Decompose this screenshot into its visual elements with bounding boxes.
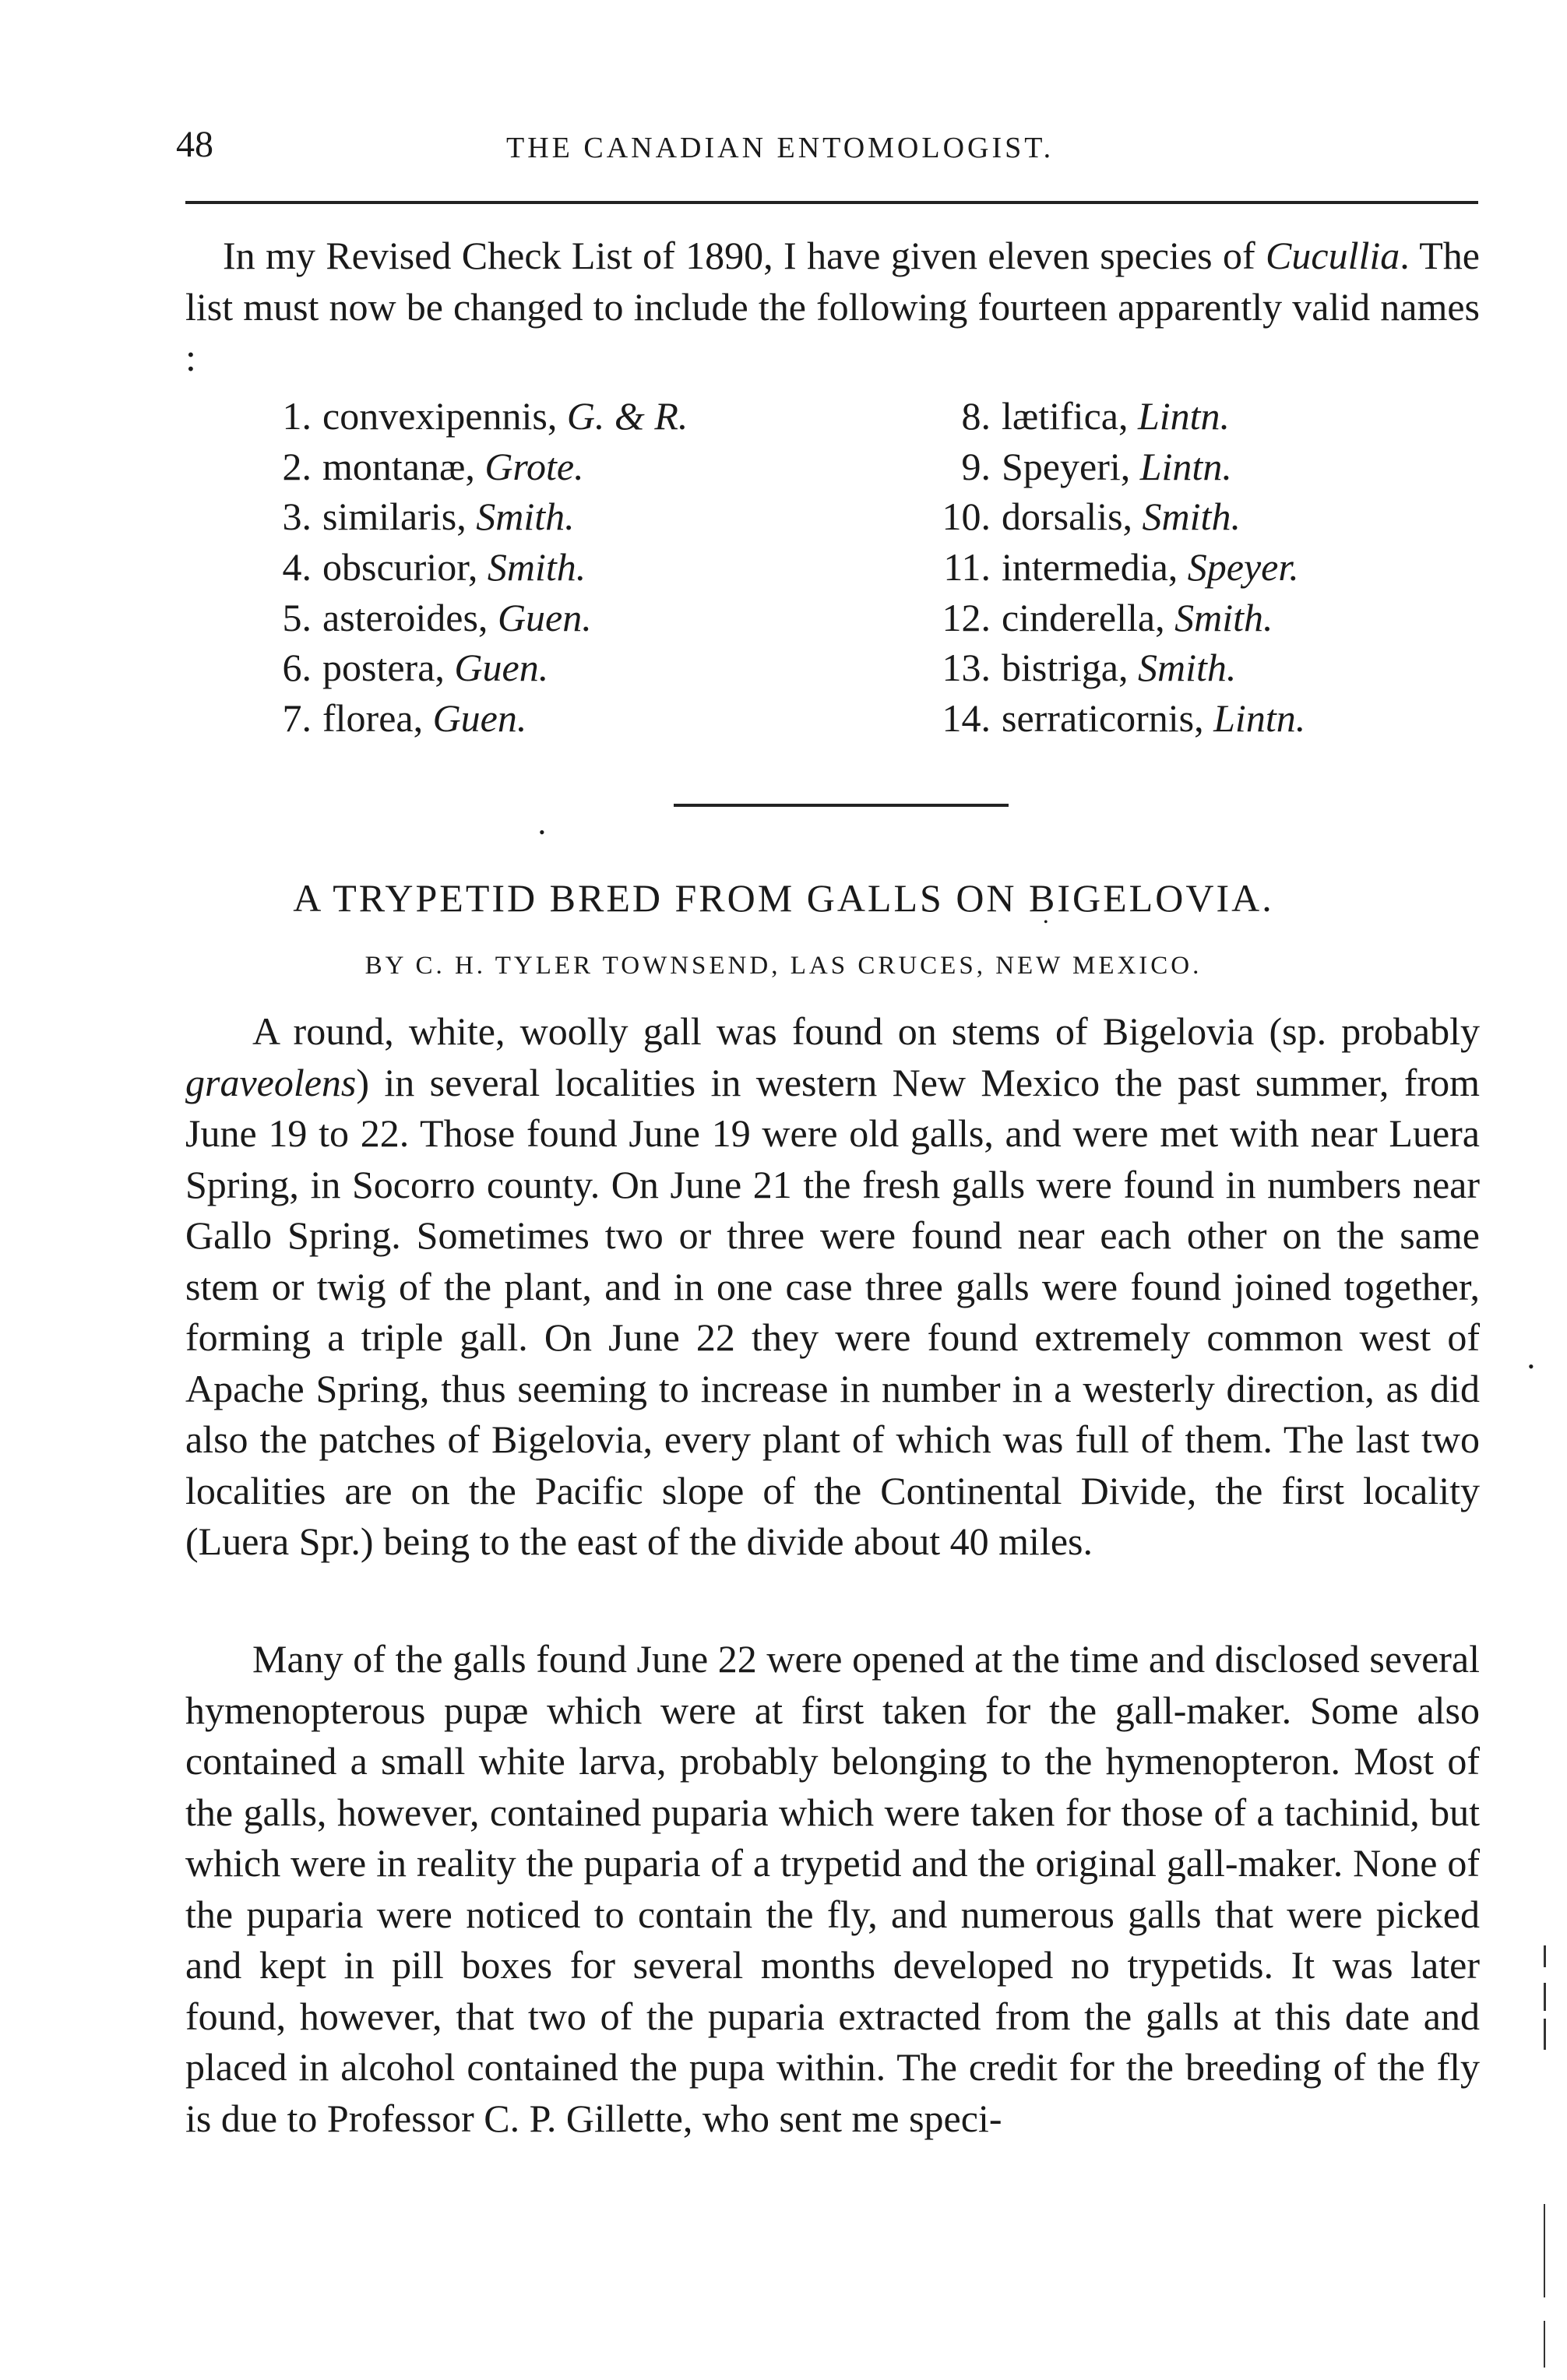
species-item [921, 442, 1305, 492]
running-title: THE CANADIAN ENTOMOLOGIST. [506, 132, 1055, 164]
margin-mark [1544, 2019, 1546, 2050]
species-number: 7. [282, 696, 312, 741]
species-name: convexipennis, [322, 394, 567, 438]
species-number: 2. [282, 444, 312, 488]
species-item [921, 391, 1305, 442]
species-name: cinderella, [1002, 595, 1175, 639]
species-number: 11. [943, 545, 991, 590]
species-column-right [921, 391, 1305, 744]
species-number: 8. [961, 394, 991, 438]
species-name: intermedia, [1002, 545, 1188, 590]
species-author: Lintn. [1213, 696, 1306, 741]
species-author: Smith. [487, 545, 586, 590]
species-item [241, 693, 688, 744]
species-item [921, 491, 1305, 542]
margin-mark [1544, 1983, 1546, 2011]
species-name: florea, [322, 696, 433, 741]
species-name: obscurior, [322, 545, 488, 590]
header-rule [185, 201, 1478, 204]
species-name: postera, [322, 646, 455, 690]
species-name: montanæ, [322, 444, 485, 488]
species-author: Guen. [497, 595, 592, 639]
intro-text-end: . The list must now be changed to include the following fourteen apparently valid names : [185, 234, 1480, 379]
species-name: dorsalis, [1002, 495, 1143, 539]
species-author: G. & R. [566, 394, 688, 438]
species-author: Smith. [476, 495, 575, 539]
species-number: 3. [282, 495, 312, 539]
margin-mark [1544, 1945, 1546, 1967]
species-number: 9. [961, 444, 991, 488]
species-item [241, 593, 688, 643]
page-number: 48 [176, 124, 213, 165]
species-name: Speyeri, [1002, 444, 1140, 488]
print-speck: • [539, 822, 545, 842]
species-number: 1. [282, 394, 312, 438]
species-author: Lintn. [1139, 444, 1232, 488]
paragraph-text: ) in several localities in western New Mexico the past summer, from June 19 to 22. Those found June 19 were old galls, and were met with near Luera Spring, in Socorro county. On June 21 the fresh galls were found in numbers near Gallo Spring. Sometimes two or three were found near each other on the same stem or twig of the plant, and in one case three galls were found joined together, forming a triple gall. On June 22 they were found extremely common west of Apache Spring, thus seeming to increase in number in a westerly direction, as did also the patches of Bigelovia, every plant of which was full of them. The last two localities are on the Pacific slope of the Continental Divide, the first locality (Luera Spr.) being to the east of the divide about 40 miles. [185, 1060, 1480, 1563]
species-name: serraticornis, [1002, 696, 1214, 741]
species-number: 4. [282, 545, 312, 590]
species-author: Smith. [1174, 595, 1273, 639]
species-item [921, 593, 1305, 643]
intro-text-start: In my Revised Check List of 1890, I have given eleven species of [223, 234, 1266, 277]
species-item [241, 391, 688, 442]
species-name: lætifica, [1002, 394, 1138, 438]
genus-name: Cucullia [1266, 234, 1400, 277]
species-item [921, 693, 1305, 744]
section-divider [674, 804, 1009, 807]
species-author: Speyer. [1187, 545, 1299, 590]
article-title: A TRYPETID BRED FROM GALLS ON BIGELOVIA. [293, 876, 1274, 920]
body-paragraph [185, 1634, 1480, 2144]
margin-mark [1544, 2321, 1545, 2368]
species-column-left [241, 391, 688, 744]
article-byline: BY C. H. TYLER TOWNSEND, LAS CRUCES, NEW MEXICO. [364, 952, 1203, 980]
paragraph-text: A round, white, woolly gall was found on stems of Bigelovia (sp. probably [252, 1009, 1480, 1053]
species-author: Smith. [1137, 646, 1237, 690]
species-number: 14. [942, 696, 991, 741]
body-paragraph [185, 1006, 1480, 1568]
species-item [241, 491, 688, 542]
species-author: Guen. [454, 646, 549, 690]
intro-paragraph [185, 231, 1480, 384]
species-item [241, 643, 688, 693]
species-item [241, 442, 688, 492]
species-item [921, 643, 1305, 693]
species-item [921, 542, 1305, 593]
species-number: 12. [942, 595, 991, 639]
species-author: Smith. [1142, 495, 1241, 539]
margin-mark [1544, 2204, 1545, 2297]
species-epithet: graveolens [185, 1060, 357, 1104]
species-number: 6. [282, 646, 312, 690]
species-item [241, 542, 688, 593]
species-author: Guen. [432, 696, 527, 741]
print-speck: • [1528, 1357, 1534, 1376]
species-name: similaris, [322, 495, 477, 539]
species-name: bistriga, [1002, 646, 1138, 690]
species-name: asteroides, [322, 595, 498, 639]
species-number: 10. [942, 495, 991, 539]
species-number: 13. [942, 646, 991, 690]
species-author: Lintn. [1137, 394, 1231, 438]
print-speck: • [1044, 916, 1048, 929]
species-number: 5. [282, 595, 312, 639]
species-author: Grote. [484, 444, 584, 488]
paragraph-text: Many of the galls found June 22 were opened at the time and disclosed several hymenopterous pupæ which were at first taken for the gall-maker. Some also contained a small white larva, probably belonging to the hymenopteron. Most of the galls, however, contained puparia which were taken for those of a tachinid, but which were in reality the puparia of a trypetid and the original gall-maker. None of the puparia were noticed to contain the fly, and numerous galls that were picked and kept in pill boxes for several months developed no trypetids. It was later found, however, that two of the puparia extracted from the galls at this date and placed in alcohol contained the pupa within. The credit for the breeding of the fly is due to Professor C. P. Gillette, who sent me speci- [185, 1637, 1480, 2140]
